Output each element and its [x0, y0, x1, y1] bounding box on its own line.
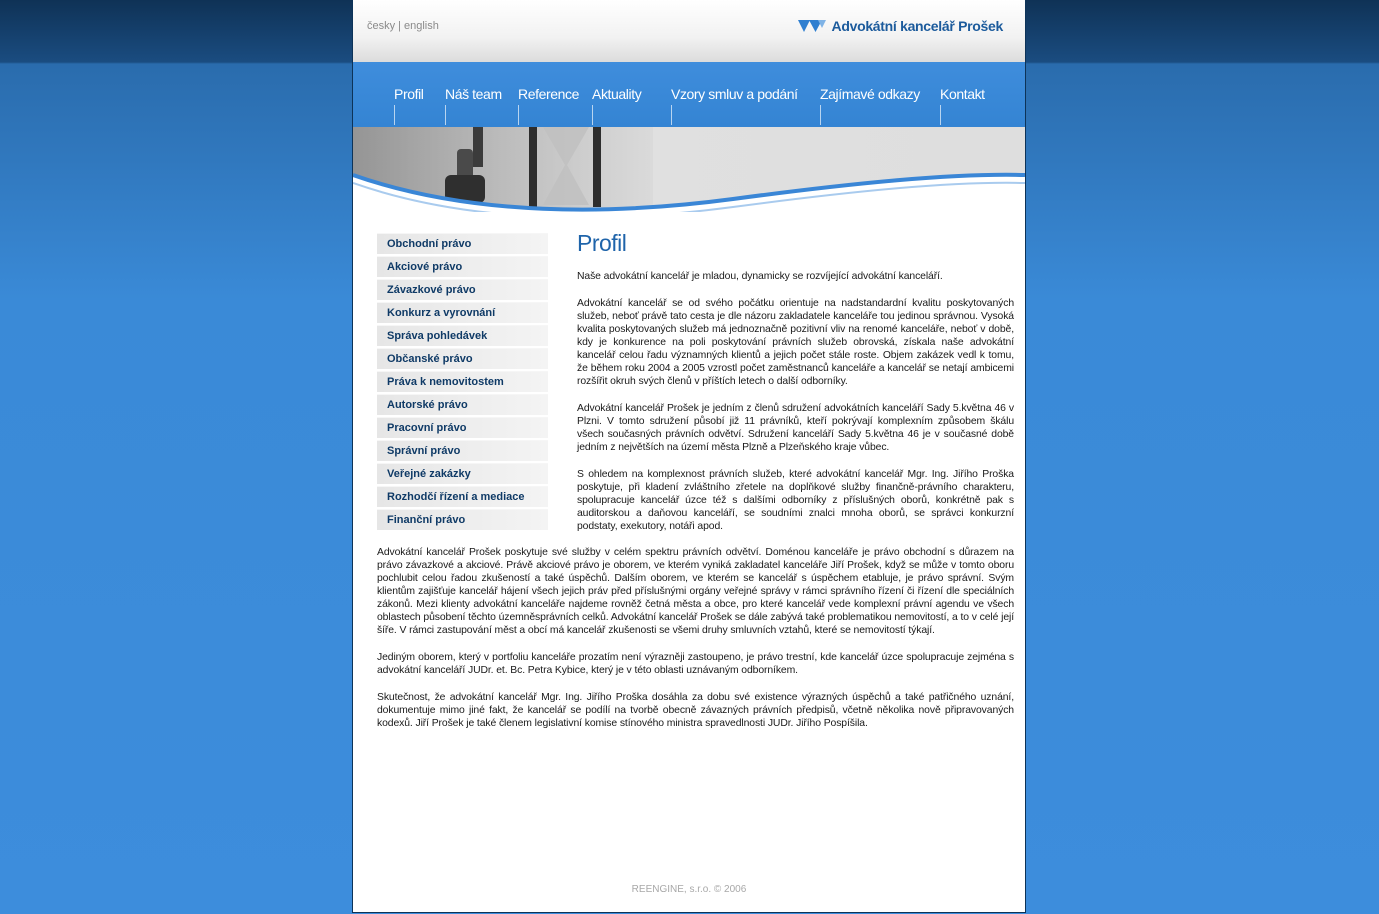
sidebar-item-zavazkove-pravo[interactable]: Závazkové právo [377, 279, 548, 301]
banner-illustration [353, 127, 1025, 212]
lang-separator: | [398, 20, 401, 32]
nav-kontakt[interactable]: Kontakt [940, 86, 985, 102]
footer-copyright: REENGINE, s.r.o. © 2006 [631, 884, 747, 895]
nav-reference[interactable]: Reference [518, 86, 579, 102]
sidebar-item-sprava-pohledavek[interactable]: Správa pohledávek [377, 325, 548, 347]
intro-paragraph: Naše advokátní kancelář je mladou, dynamicky se rozvíjející advokátní kanceláří. [577, 271, 943, 282]
lang-czech-link[interactable]: česky [367, 20, 396, 32]
sidebar-item-akciove-pravo[interactable]: Akciové právo [377, 256, 548, 278]
sidebar-item-autorske-pravo[interactable]: Autorské právo [377, 394, 548, 416]
logo[interactable] [798, 18, 1003, 34]
language-switcher [367, 20, 439, 32]
sidebar-item-financni-pravo[interactable]: Finanční právo [377, 509, 548, 531]
sidebar-item-obchodni-pravo[interactable]: Obchodní právo [377, 233, 548, 255]
header [353, 0, 1025, 62]
logo-icon [798, 18, 826, 34]
sidebar-item-spravni-pravo[interactable]: Správní právo [377, 440, 548, 462]
cooperation-paragraph: S ohledem na komplexnost právních služeb, které advokátní kancelář Mgr. Ing. Jiřího Proška poskytuje, při kladení zvláštního zřetele na doplňkové služby finančně-právního charakteru, spolupracuje kancelář úzce též s dalšími odborníky z příslušných oborů, konkrétně pak s auditorskou a daňovou kanceláří, se soudními znalci mnoha oborů, se správci konkurzní podstaty, exekutory, notáři apod. [577, 469, 1014, 532]
page-title: Profil [577, 230, 627, 256]
main-nav [353, 62, 1025, 127]
sidebar-item-verejne-zakazky[interactable]: Veřejné zakázky [377, 463, 548, 485]
nav-nas-team[interactable]: Náš team [445, 86, 502, 102]
nav-vzory-smluv[interactable]: Vzory smluv a podání [671, 86, 798, 102]
association-paragraph: Advokátní kancelář Prošek je jedním z členů sdružení advokátních kanceláří Sady 5.května 46 v Plzni. V tomto sdružení působí již 11 právníků, kteří pokrývají komplexním způsobem škálu všech současných právních odvětví. Sdružení kanceláří Sady 5.května 46 je v současné době jedním z největších na území města Plzně a Plzeňského kraje vůbec. [577, 403, 1014, 453]
sidebar-item-prava-k-nemovitostem[interactable]: Práva k nemovitostem [377, 371, 548, 393]
quality-paragraph: Advokátní kancelář se od svého počátku orientuje na nadstandardní kvalitu poskytovaných služeb, neboť právě tato cesta je dle názoru zakladatele kanceláře tou jedinou správnou. Vysoká kvalita poskytovaných služeb má jednoznačně pozitivní vliv na renomé kanceláře, neboť v době, kdy je konkurence na poli poskytování právních služeb obrovská, získala naše advokátní kancelář celou řadu významných klientů a jejich počet stále roste. Objem zakázek vedl k tomu, že během roku 2004 a 2005 vzrostl počet zaměstnanců kanceláře a kancelář se netají ambicemi rozšířit okruh svých členů v příštích letech o další odborníky. [577, 298, 1014, 387]
logo-text: Advokátní kancelář Prošek [831, 18, 1003, 34]
sidebar-menu [377, 233, 548, 532]
full-width-content [377, 546, 1014, 744]
sidebar-item-obcanske-pravo[interactable]: Občanské právo [377, 348, 548, 370]
sidebar-item-pracovni-pravo[interactable]: Pracovní právo [377, 417, 548, 439]
criminal-law-paragraph: Jediným oborem, který v portfoliu kanceláře prozatím není výrazněji zastoupeno, je právo trestní, kde kancelář úzce spolupracuje zejména s advokátní kanceláří JUDr. et. Bc. Petra Kybice, který je v této oblasti uznávaným odborníkem. [377, 652, 1014, 676]
sidebar-item-konkurz[interactable]: Konkurz a vyrovnání [377, 302, 548, 324]
nav-aktuality[interactable]: Aktuality [592, 86, 642, 102]
lang-english-link[interactable]: english [403, 20, 439, 32]
main-content [577, 228, 1014, 547]
nav-profil[interactable]: Profil [394, 86, 424, 102]
services-paragraph: Advokátní kancelář Prošek poskytuje své služby v celém spektru právních odvětví. Doménou kanceláře je právo obchodní s důrazem na právo závazkové a akciové. Právě akciové právo je oborem, ve kterém vyniká zakladatel kanceláře Jiří Prošek, když se může v tomto oboru pochlubit celou řadou zkušeností a také úspěchů. Dalším oborem, ve kterém se kancelář s úspěchem etabluje, je právo správní. Svým klientům zajišťuje kancelář hájení všech jejich práv před příslušnými orgány veřejné správy v rámci správního řízení či řízení dle speciálních zákonů. Mezi klienty advokátní kanceláře najdeme rovněž četná města a obce, pro které kancelář vede komplexní právní agendu ve všech oblastech působení těchto územněsprávních celků. Advokátní kancelář Prošek se dále zabývá také problematikou nemovitostí, a to v celé její šíře. V rámci zastupování měst a obcí má kancelář zkušenosti se všemi druhy smluvních vztahů, které se nemovitostí týkají. [377, 547, 1014, 636]
header-banner-image [353, 127, 1025, 212]
recognition-paragraph: Skutečnost, že advokátní kancelář Mgr. Ing. Jiřího Proška dosáhla za dobu své existence výrazných úspěchů a také patřičného uznání, dokumentuje mimo jiné fakt, že kancelář se podílí na tvorbě obecně závazných právních předpisů, včetně několika nově připravovaných kodexů. Jiří Prošek je také členem legislativní komise stínového ministra spravedlnosti JUDr. Jiřího Pospíšila. [377, 692, 1014, 729]
nav-zajimave-odkazy[interactable]: Zajímavé odkazy [820, 86, 920, 102]
sidebar-item-rozhodci-rizeni[interactable]: Rozhodčí řízení a mediace [377, 486, 548, 508]
